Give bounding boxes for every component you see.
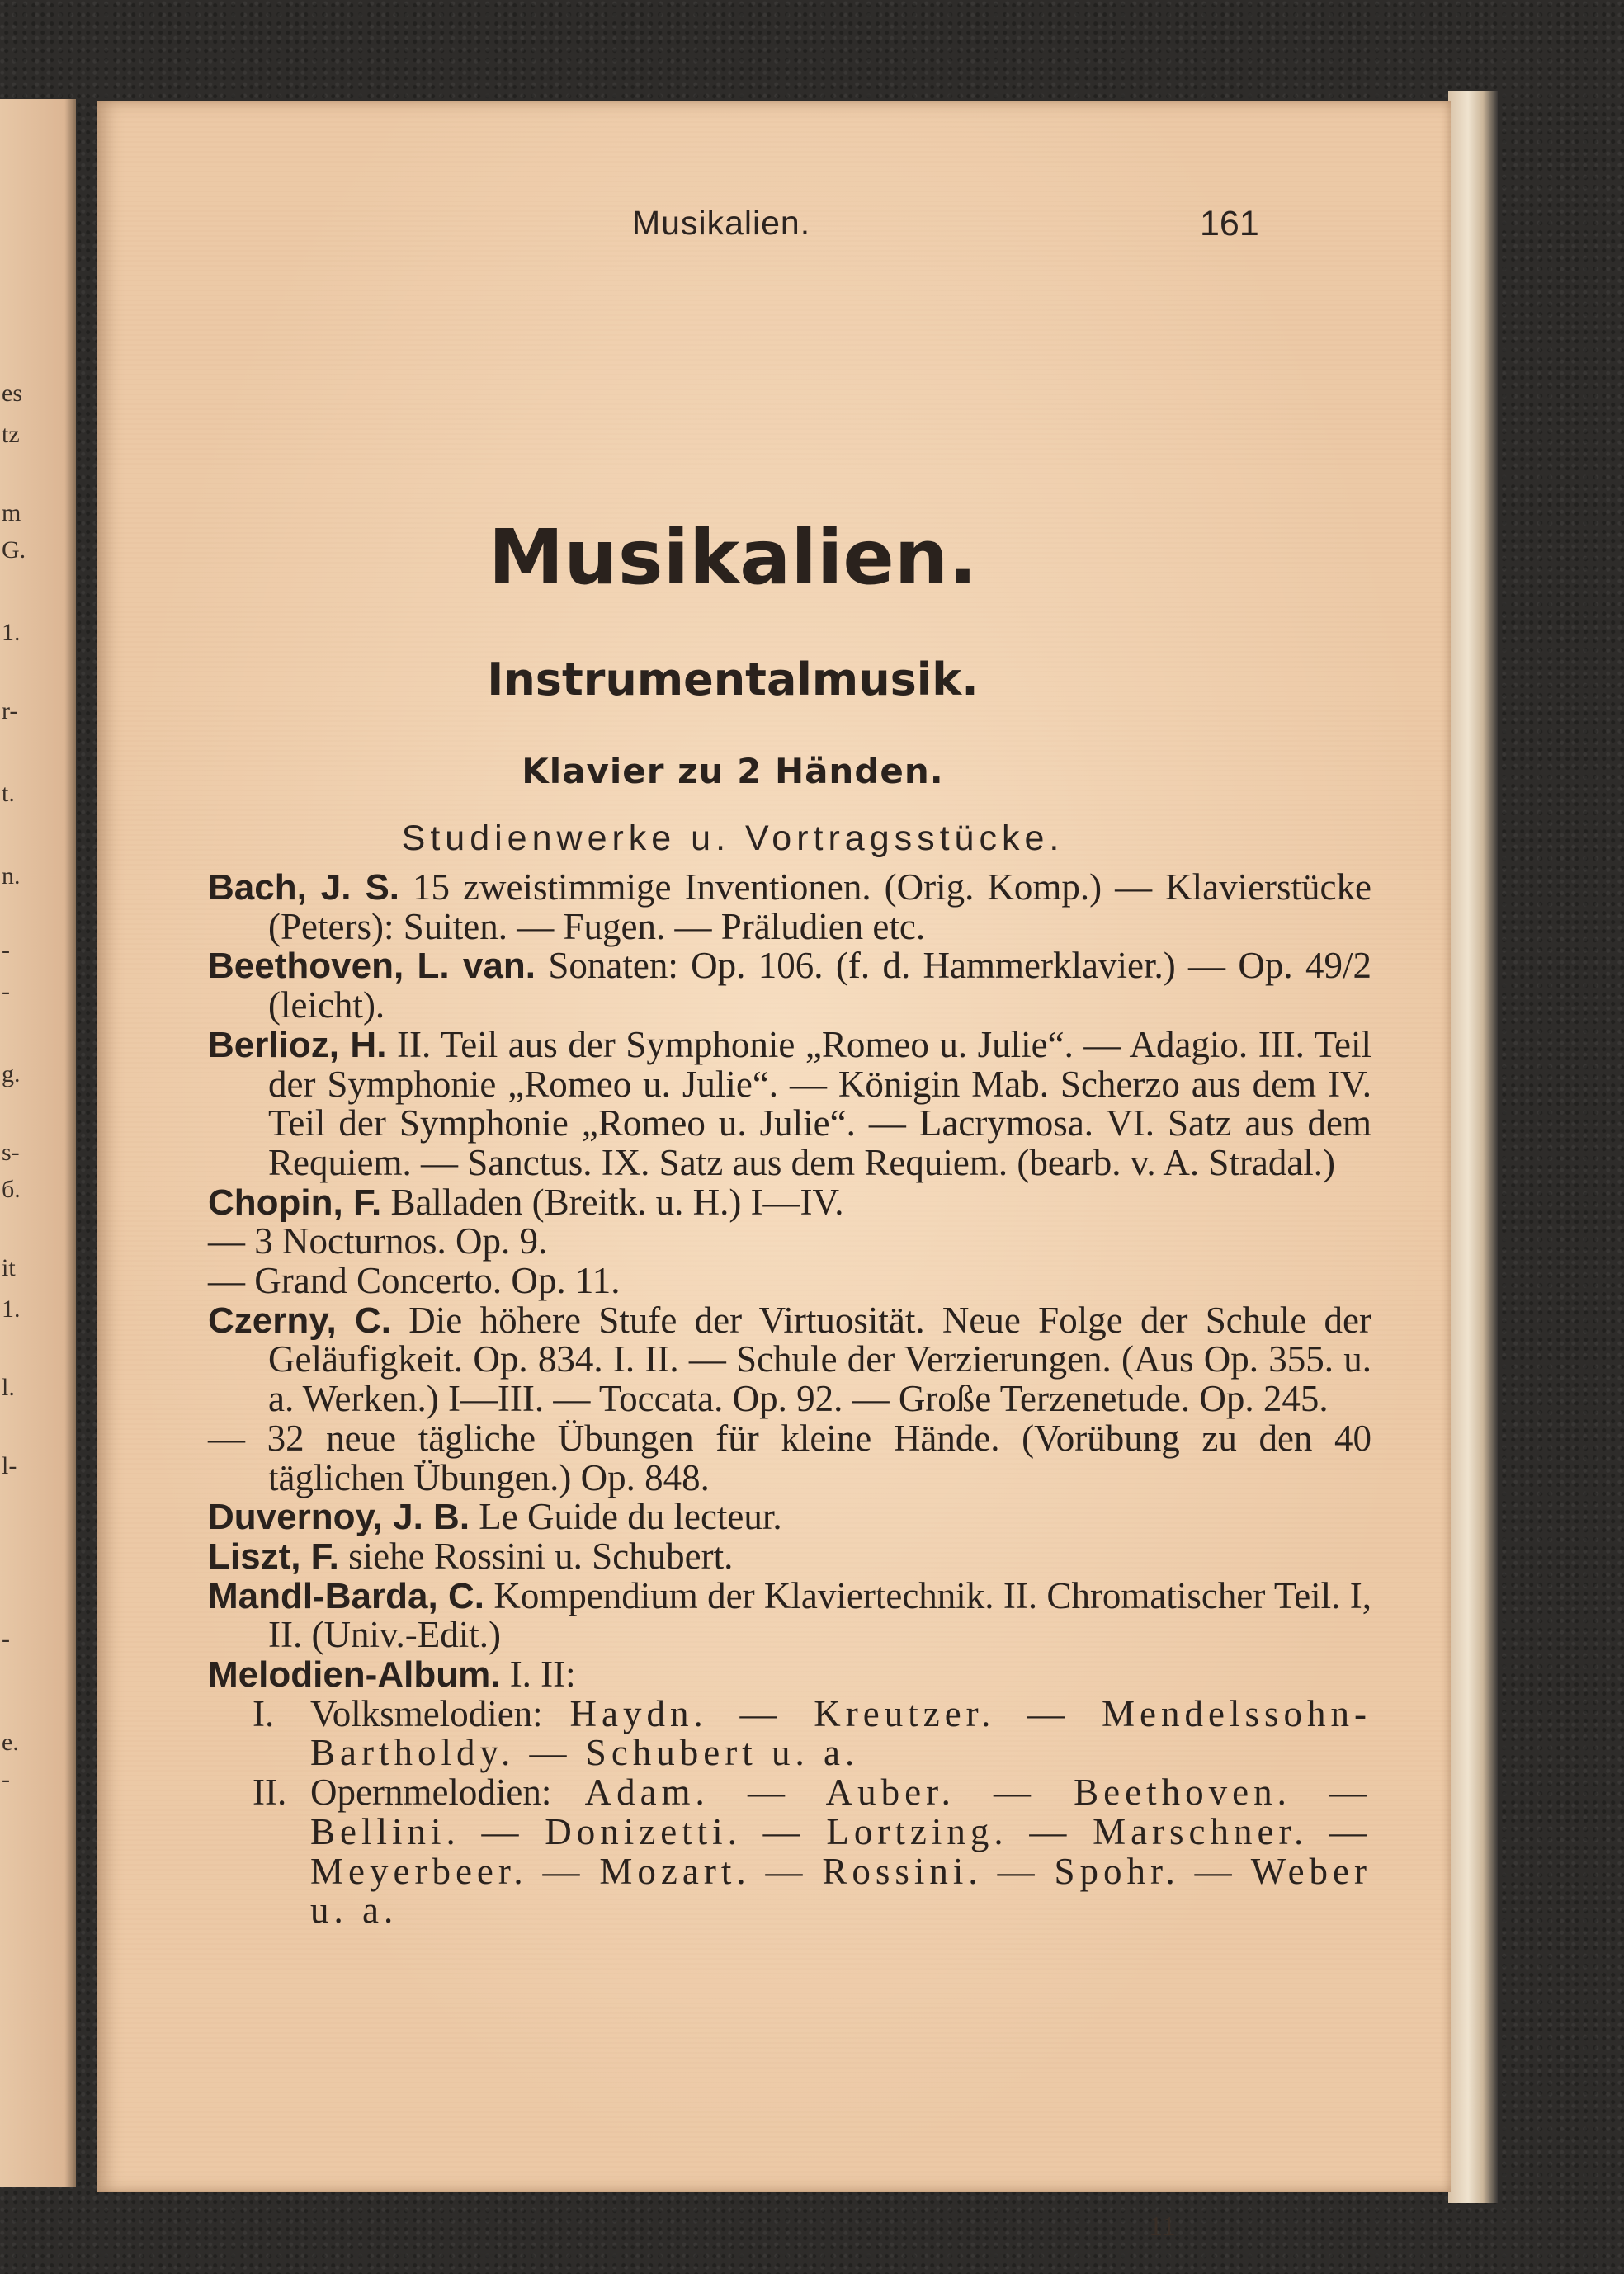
left-page-fragment: - [2, 978, 10, 1005]
list-entry [208, 1419, 1371, 1498]
left-page-fragment: g. [2, 1060, 21, 1087]
left-page-fragment: G. [2, 536, 26, 564]
entry-text: Kompendium der Klaviertechnik. II. Chromatischer Teil. I, II. (Univ.-Edit.) [268, 1574, 1371, 1656]
entry-text: Die höhere Stufe der Virtuosität. Neue Folge der Schule der Geläufigkeit. Op. 834. I. II. — Schule der Verzierungen. (Aus Op. 355. u. a. Werken.) I—III. — Toccata. Op. 92. — Große Terzenetude. Op. 245. [268, 1299, 1371, 1420]
left-page-fragment: t. [2, 780, 15, 807]
album-item-composers: Adam. — Auber. — Beethoven. — Bellini. — Donizetti. — Lortzing. — Marschner. — Meyerbeer. — Mozart. — Rossini. — Spohr. — Weber u. a. [310, 1772, 1371, 1932]
entry-author: Berlioz, H. [208, 1024, 387, 1065]
list-entry [208, 946, 1371, 1025]
album-item-label: Opernmelodien: [310, 1772, 585, 1814]
left-page-fragment: 1. [2, 1295, 21, 1323]
album-item-number: II. [253, 1772, 287, 1814]
page-block-edge [1448, 91, 1498, 2203]
list-entry [208, 1183, 1371, 1223]
left-page-fragment: it [2, 1254, 16, 1281]
album-item-number: I. [253, 1692, 275, 1734]
left-page-fragment: б. [2, 1176, 21, 1203]
list-entry [208, 1262, 1371, 1301]
left-page-fragment: l. [2, 1374, 15, 1401]
entry-author: Chopin, F. [208, 1182, 382, 1223]
left-page-fragment: e. [2, 1729, 19, 1756]
album-item [208, 1692, 1371, 1774]
entry-text: I. II: [500, 1654, 576, 1696]
music-list [208, 868, 1371, 1931]
entry-author: Czerny, C. [208, 1300, 391, 1341]
entry-author: Mandl-Barda, C. [208, 1575, 484, 1616]
entry-text: II. Teil aus der Symphonie „Romeo u. Julie“. — Adagio. III. Teil der Symphonie „Romeo u. Julie“. — Königin Mab. Scherzo aus dem IV. Teil der Symphonie „Romeo u. Julie“. — Lacrymosa. VI. Satz aus dem Requiem. — Sanctus. IX. Satz aus dem Requiem. (bearb. v. A. Stradal.) [268, 1023, 1371, 1183]
signature-mark: 11 [1149, 2211, 1176, 2242]
category-heading: Studienwerke u. Vortragsstücke. [401, 819, 1065, 858]
entry-text: — 32 neue tägliche Übungen für kleine Hände. (Vorübung zu den 40 täglichen Übungen.) Op. 848. [208, 1417, 1371, 1498]
subsection-title: Klavier zu 2 Händen. [522, 751, 944, 791]
left-page-fragment: es [2, 380, 22, 407]
left-page-edge [0, 99, 76, 2187]
entry-author: Liszt, F. [208, 1536, 339, 1577]
left-page-fragment: tz [2, 421, 20, 448]
entry-author: Melodien-Album. [208, 1654, 501, 1696]
entry-text: siehe Rossini u. Schubert. [338, 1535, 734, 1577]
list-entry [208, 1301, 1371, 1419]
entry-author: Duvernoy, J. B. [208, 1497, 470, 1538]
page-number: 161 [1200, 204, 1259, 243]
page-header [97, 204, 1451, 253]
list-entry [208, 1023, 1371, 1183]
left-page-fragment: 1. [2, 619, 21, 646]
list-entry [208, 1222, 1371, 1262]
entry-author: Beethoven, L. van. [208, 946, 536, 987]
entry-text: — Grand Concerto. Op. 11. [208, 1260, 621, 1302]
album-item-label: Volksmelodien: [310, 1692, 570, 1734]
left-page-fragment: s- [2, 1139, 20, 1166]
left-page-fragment: l- [2, 1452, 17, 1479]
entry-text: Balladen (Breitk. u. H.) I—IV. [381, 1181, 844, 1223]
list-entry [208, 1655, 1371, 1695]
entry-author: Bach, J. S. [208, 867, 400, 908]
left-page-fragment: - [2, 936, 10, 964]
running-title: Musikalien. [632, 204, 811, 242]
entry-text: Sonaten: Op. 106. (f. d. Hammerklavier.) — Op. 49/2 (leicht). [268, 945, 1371, 1026]
album-item-composers: Haydn. — Kreutzer. — Mendelssohn-Bartholdy. — Schubert u. a. [310, 1692, 1371, 1774]
list-entry [208, 1574, 1371, 1656]
list-entry [208, 868, 1371, 946]
left-page-fragment: - [2, 1625, 10, 1653]
book-page [97, 101, 1451, 2242]
left-page-fragment: - [2, 1766, 10, 1793]
left-page-fragment: m [2, 499, 21, 526]
section-title: Instrumentalmusik. [487, 653, 979, 705]
album-item [208, 1773, 1371, 1931]
list-entry [208, 1537, 1371, 1577]
entry-text: Le Guide du lecteur. [470, 1496, 782, 1538]
list-entry [208, 1498, 1371, 1537]
entry-text: 15 zweistimmige Inventionen. (Orig. Komp.) — Klavierstücke (Peters): Suiten. — Fugen. — Präludien etc. [268, 866, 1371, 947]
left-page-fragment: r- [2, 697, 18, 724]
main-title: Musikalien. [488, 513, 978, 602]
entry-text: — 3 Nocturnos. Op. 9. [208, 1220, 548, 1262]
left-page-fragment: n. [2, 862, 21, 889]
